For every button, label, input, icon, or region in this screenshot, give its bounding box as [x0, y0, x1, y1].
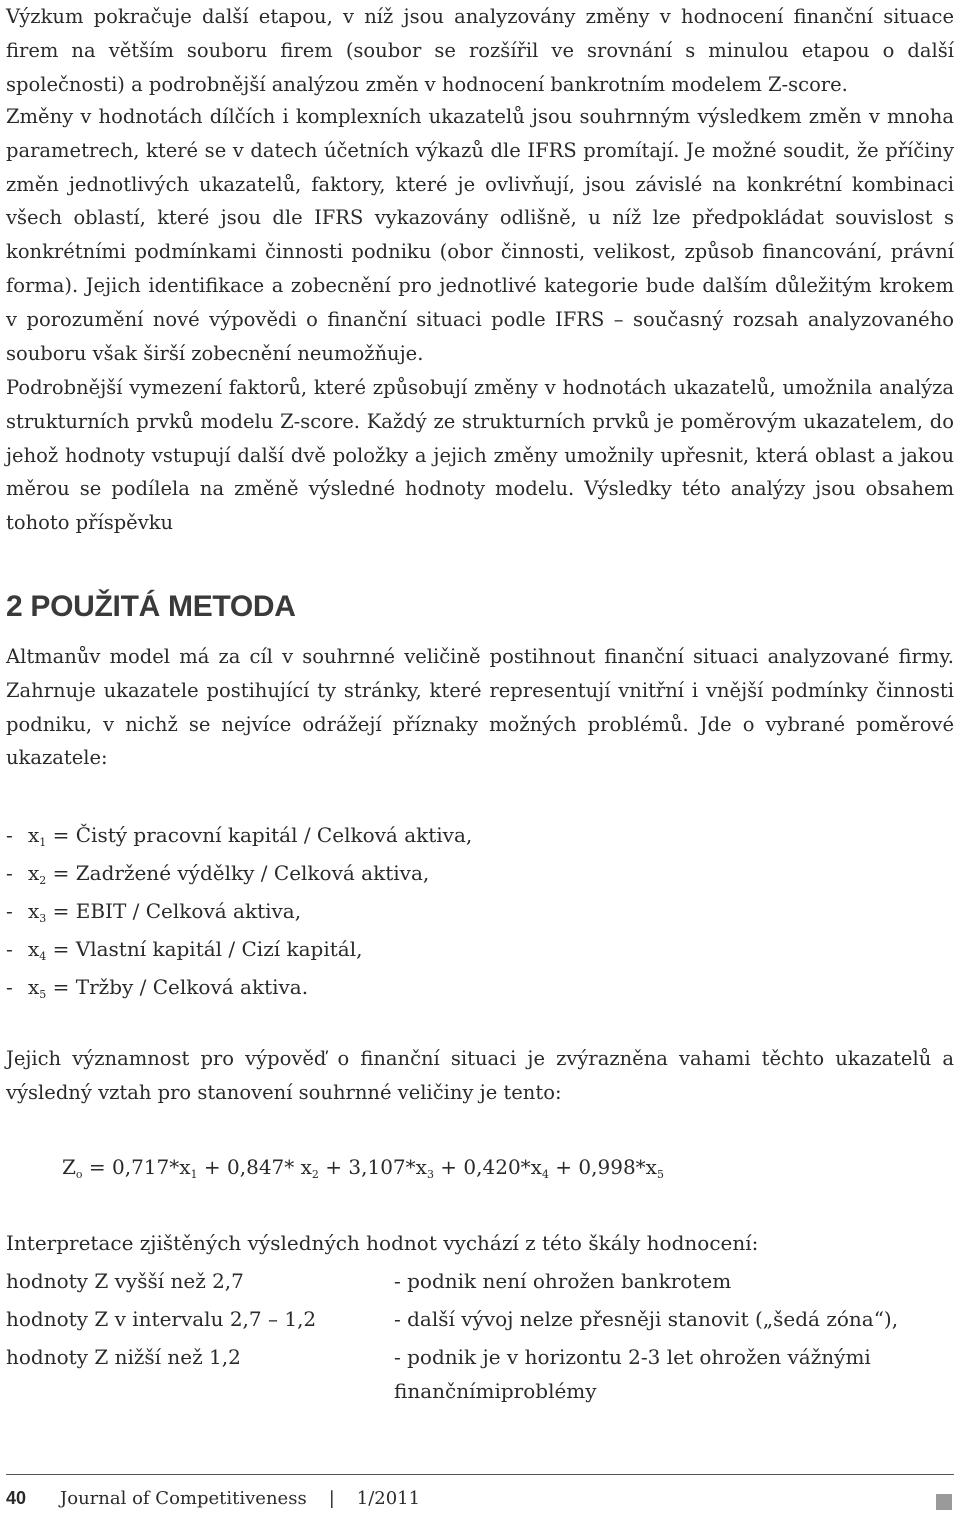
indicator-sub: 2	[39, 874, 47, 887]
indicator-var: x	[28, 937, 40, 961]
journal-issue: 1/2011	[356, 1488, 421, 1509]
indicator-text: = EBIT / Celková aktiva,	[46, 899, 302, 923]
interpretation-condition: hodnoty Z v intervalu 2,7 – 1,2	[6, 1307, 317, 1331]
section-heading: 2 POUŽITÁ METODA	[6, 590, 296, 623]
paragraph-altman-model: Altmanův model má za cíl v souhrnné veličině postihnout finanční situaci analyzované firmy. Zahrnuje ukazatele postihující ty stránky, které representují vnitřní i vnější podmínky činnosti podniku, v nichž se nejvíce odrážejí příznaky možných problémů. Jde o vybrané poměrové ukazatele:	[6, 645, 954, 770]
interpretation-condition: hodnoty Z nižší než 1,2	[6, 1345, 241, 1369]
indicator-var: x	[28, 899, 40, 923]
list-dash: -	[6, 861, 13, 885]
indicator-text: = Tržby / Celková aktiva.	[46, 975, 309, 999]
interpretation-result: - další vývoj nelze přesněji stanovit („šedá zóna“),	[394, 1307, 899, 1331]
indicator-list	[6, 816, 472, 1006]
paragraph-weights: Jejich významnost pro výpověď o finanční situaci je zvýrazněna vahami těchto ukazatelů a výsledný vztah pro stanovení souhrnné veličiny je tento:	[6, 1047, 954, 1104]
indicator-var: x	[28, 823, 40, 847]
indicator-text: = Zadržené výdělky / Celková aktiva,	[46, 861, 430, 885]
list-dash: -	[6, 823, 13, 847]
paragraph-changes: Změny v hodnotách dílčích i komplexních ukazatelů jsou souhrnným výsledkem změn v mnoha parametrech, které se v datech účetních výkazů dle IFRS promítají. Je možné soudit, že příčiny změn jednotlivých ukazatelů, faktory, které je ovlivňují, jsou závislé na konkrétní kombinaci všech oblastí, které jsou dle IFRS vykazovány odlišně, u níž lze předpokládat souvislost s konkrétními podmínkami činnosti podniku (obor činnosti, velikost, způsob financování, právní forma). Jejich identifikace a zobecnění pro jednotlivé kategorie bude dalším důležitým krokem v porozumění nové výpovědi o finanční situaci podle IFRS – současný rozsah analyzovaného souboru však širší zobecnění neumožňuje.	[6, 105, 954, 365]
formula-z: Z	[62, 1155, 76, 1179]
interpretation-result: - podnik není ohrožen bankrotem	[394, 1269, 732, 1293]
interpretation-result: - podnik je v horizontu 2-3 let ohrožen vážnými finančnímiproblémy	[394, 1345, 871, 1403]
indicator-sub: 4	[39, 950, 47, 963]
formula-term: + 0,420*x	[433, 1155, 542, 1179]
indicator-text: = Čistý pracovní kapitál / Celková aktiva,	[46, 823, 473, 847]
formula-sub: 5	[656, 1168, 664, 1181]
list-item	[6, 854, 472, 892]
list-dash: -	[6, 899, 13, 923]
indicator-sub: 3	[39, 912, 47, 925]
indicator-var: x	[28, 861, 40, 885]
formula-sub: 2	[311, 1168, 319, 1181]
paragraph-intro: Výzkum pokračuje další etapou, v níž jsou analyzovány změny v hodnocení finanční situace firem na větším souboru firem (soubor se rozšířil ve srovnání s minulou etapou o další společnosti) a podrobnější analýzou změn v hodnocení bankrotním modelem Z-score.	[6, 5, 954, 96]
list-item	[6, 892, 472, 930]
formula-sub: o	[75, 1168, 83, 1181]
formula-term: + 0,847* x	[197, 1155, 312, 1179]
paragraph-zscore-analysis: Podrobnější vymezení faktorů, které způsobují změny v hodnotách ukazatelů, umožnila analýza strukturních prvků modelu Z-score. Každý ze strukturních prvků je poměrovým ukazatelem, do jehož hodnoty vstupují další dvě položky a jejich změny umožnily upřesnit, která oblast a jakou měrou se podílela na změně výsledné hodnoty modelu. Výsledky této analýzy jsou obsahem tohoto příspěvku	[6, 376, 954, 535]
indicator-text: = Vlastní kapitál / Cizí kapitál,	[46, 937, 363, 961]
formula-term: + 3,107*x	[318, 1155, 427, 1179]
page-footer	[6, 1486, 420, 1511]
formula-term: + 0,998*x	[548, 1155, 657, 1179]
footer-square-icon	[936, 1494, 952, 1510]
list-item	[6, 968, 472, 1006]
zscore-formula	[62, 1150, 664, 1192]
formula-sub: 3	[426, 1168, 434, 1181]
list-dash: -	[6, 937, 13, 961]
page-number: 40	[6, 1488, 27, 1508]
list-item	[6, 816, 472, 854]
interpretation-title: Interpretace zjištěných výsledných hodnot vychází z této škály hodnocení:	[6, 1231, 759, 1255]
list-item	[6, 930, 472, 968]
indicator-sub: 5	[39, 988, 47, 1001]
footer-separator: |	[328, 1488, 335, 1509]
list-dash: -	[6, 975, 13, 999]
indicator-sub: 1	[39, 836, 47, 849]
formula-sub: 4	[541, 1168, 549, 1181]
formula-term: = 0,717*x	[82, 1155, 191, 1179]
interpretation-condition: hodnoty Z vyšší než 2,7	[6, 1269, 244, 1293]
journal-name: Journal of Competitiveness	[60, 1488, 307, 1509]
indicator-var: x	[28, 975, 40, 999]
footer-divider	[6, 1474, 954, 1475]
formula-sub: 1	[190, 1168, 198, 1181]
